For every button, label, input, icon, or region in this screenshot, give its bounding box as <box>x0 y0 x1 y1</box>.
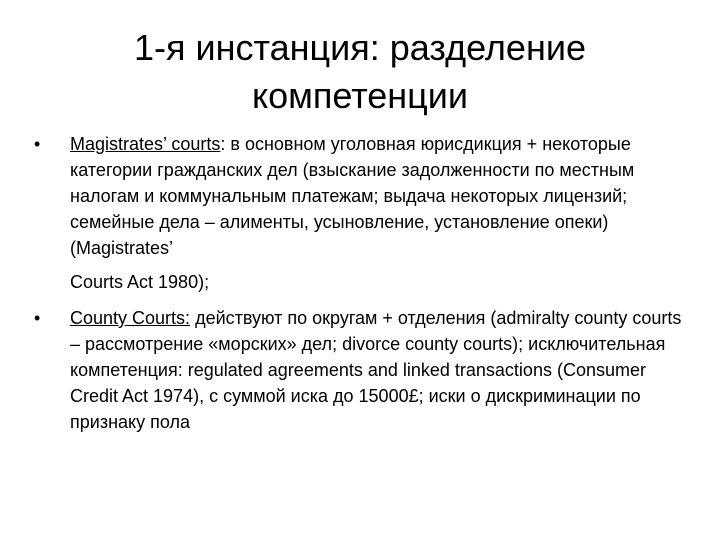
title-line-2: компетенции <box>251 75 469 116</box>
bullet-text-county: действуют по округам + отделения (admiralty county courts – рассмотрение «морских» дел; divorce county courts); исключительная компетенция: regulated agreements and linked transactions (Consumer Credit Act 1974), с суммой иска до 15000£; иски о дискриминации по признаку пола <box>70 308 682 432</box>
bullet-list <box>34 131 684 445</box>
title-line-1: 1-я инстанция: разделение <box>134 27 586 68</box>
bullet-text-magistrates: : в основном уголовная юрисдикция + некоторые категории гражданских дел (взыскание задолженности по местным налогам и коммунальным платежам; выдача некоторых лицензий; семейные дела – алименты, усыновление, установление опеки) (Magistrates’ <box>70 134 635 258</box>
term-magistrates-courts: Magistrates’ courts <box>70 134 221 154</box>
slide-title <box>60 24 660 120</box>
bullet-marker: • <box>34 134 41 154</box>
bullet-magistrates-courts <box>34 131 684 295</box>
bullet-tail-magistrates: Courts Act 1980); <box>70 272 210 292</box>
bullet-county-courts <box>34 305 684 435</box>
term-county-courts: County Courts: <box>70 308 191 328</box>
bullet-marker: • <box>34 308 41 328</box>
